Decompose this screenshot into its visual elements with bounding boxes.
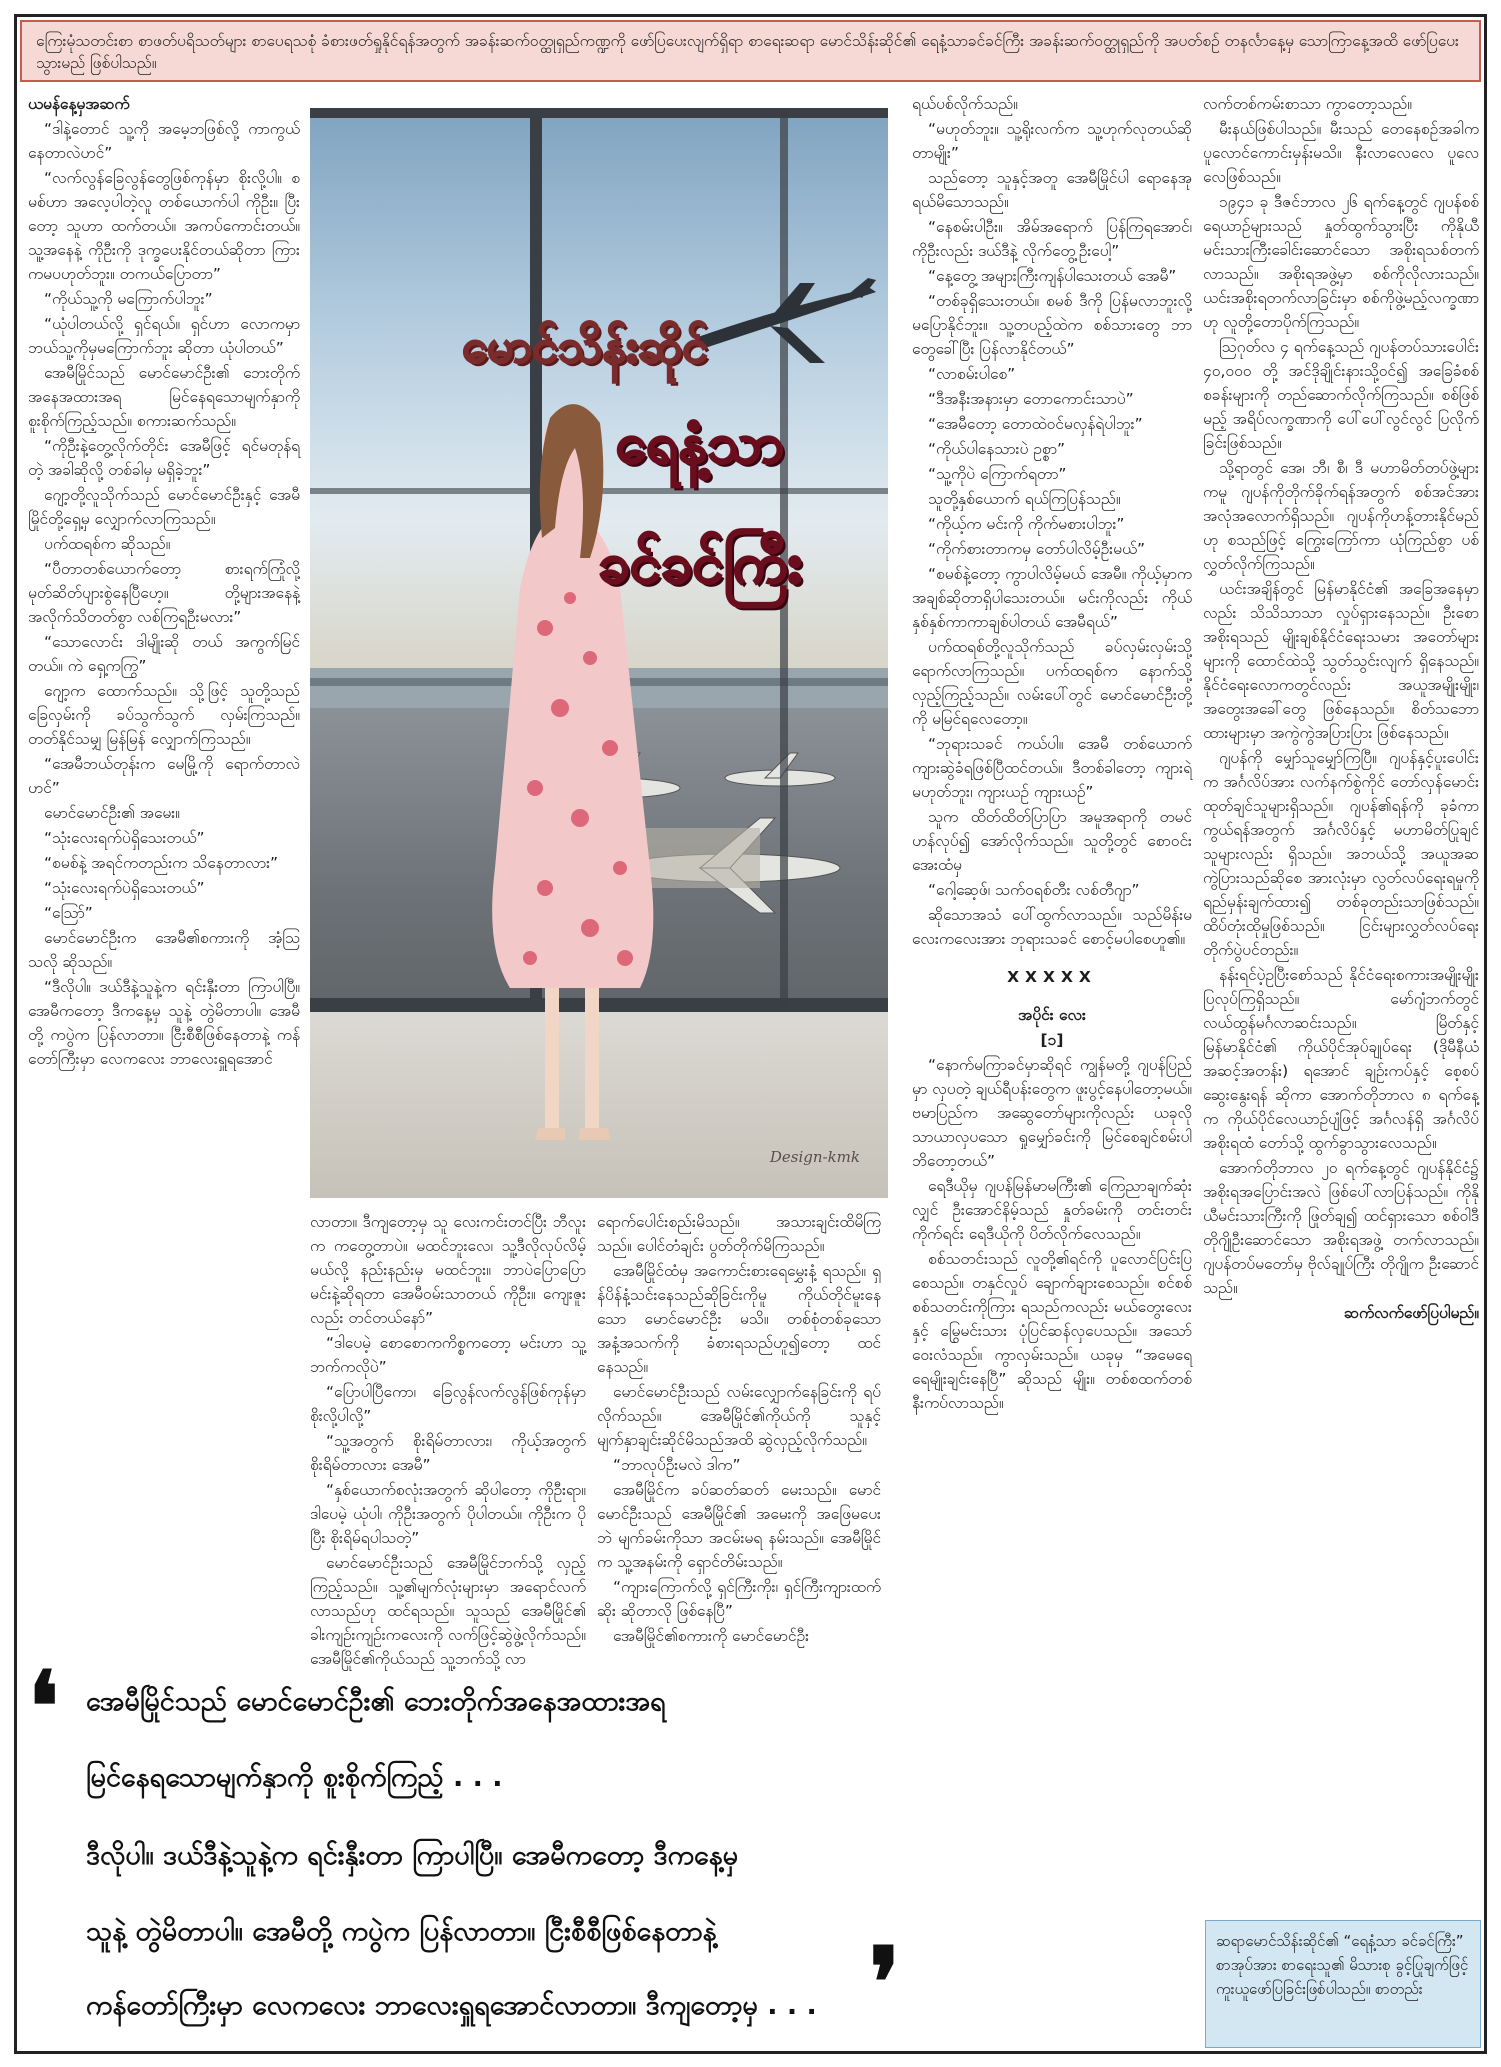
paragraph: “နှစ်ယောက်စလုံးအတွက် ဆိုပါတော့ ကိုဦးရာ။ ဒါပေမဲ့ ယုံပါ၊ ကိုဦးအတွက် ပိုပါတယ်။ ကိုဦးက ပိုပြီး စိုးရိမ်ရပါသတဲ့” [310,1481,586,1547]
paragraph: “ပီတာတစ်ယောက်တော့ စားရက်ကြုံလို့ မုတ်ဆိတ်ပျားစွဲနေပြီဟေ့။ တို့များအနေနဲ့ အလိုက်သိတတ်စွာ လစ်ကြရဦးမလား” [28,560,300,626]
article-column-1 [28,92,300,1652]
paragraph: ရောက်ပေါင်းစည်းမိသည်။ အသားချင်းထိမိကြသည်။ ပေါင်တံချင်း ပွတ်တိုက်မိကြသည်။ [597,1213,881,1255]
paragraph: “ဒီအနီးအနားမှာ တောကောင်းသာပဲ” [928,390,1134,408]
paragraph: “ဩော်” [44,904,93,922]
paragraph: ပက်ထရစ်တို့လူသိုက်သည် ခပ်လှမ်းလှမ်းသို့ ရောက်လာကြသည်။ ပက်ထရစ်က နောက်သို့ လှည့်ကြည့်သည်။ လမ်းပေါ်တွင် မောင်မောင်ဦးတို့ကို မမြင်ရလေတော့။ [912,638,1192,728]
paragraph: “တစ်ခုရှိသေးတယ်။ စမစ် ဒီကို ပြန်မလာဘူးလို့ မပြောနိုင်ဘူး။ သူ့တပည့်ထဲက စစ်သားတွေ ဘာတွေခေါ်ပြီး ပြန်လာနိုင်တယ်” [912,292,1192,358]
paragraph: အေမီမြိုင်သည် မောင်မောင်ဦး၏ ဘေးတိုက်အနေအထားအရ မြင်နေရသောမျက်နှာကို စူးစိုက်ကြည့်သည်။ စကားဆက်သည်။ [28,364,300,430]
woman-figure-illustration [450,388,690,1168]
paragraph: အေမီမြိုင်က ခပ်ဆတ်ဆတ် မေးသည်။ မောင်မောင်ဦးသည် အေမီမြိုင်၏ အမေးကို အဖြေမပေးဘဲ မျက်ခမ်းကိုသာ အငမ်းမရ နမ်းသည်။ အေမီမြိုင်က သူ့အနမ်းကို ရှောင်တိမ်းသည်။ [597,1481,881,1571]
quote-line: ဒီလိုပါ။ ဒယ်ဒီနဲ့သူနဲ့က ရင်းနှီးတာ ကြာပါပြီ။ အေမီကတော့ ဒီကနေ့မှ [86,1840,739,1871]
article-column-2 [310,1210,586,1668]
paragraph: “နေ့တွေ့ အများကြီးကျန်ပါသေးတယ် အေမီ” [928,267,1177,285]
paragraph: သည်တော့ သူနှင့်အတူ အေမီမြိုင်ပါ ရောနေအုရယ်မိသောသည်။ [912,169,1192,211]
paragraph: “ဒီလိုပါ။ ဒယ်ဒီနဲ့သူနဲ့က ရင်းနှီးတာ ကြာပါပြီ။ အေမီကတော့ ဒီကနေ့မှ သူနဲ့ တွဲမိတာပါ။ အေမီတို့ ကပွဲက ပြန်လာတာ။ ငြီးစီစီဖြစ်နေတာနဲ့ ကန်တော်ကြီးမှာ လေကလေး ဘာလေးရှူရအောင် [28,978,300,1068]
article-column-5 [1203,92,1479,1912]
paragraph: “သောလောင်း ဒါမျိုးဆို တယ် အကွက်မြင်တယ်။ ကဲ ရှေ့ကကြွ” [28,633,300,675]
paragraph: “အေမီတော့ တောထဲဝင်မလှန်ရဲပါဘူး” [928,415,1143,433]
paragraph: “ကိုယ်ပါနေသားပဲ ဥစ္စာ” [928,440,1065,458]
paragraph: “လက်လွန်ခြေလွန်တွေဖြစ်ကုန်မှာ စိုးလို့ပါ။ စမစ်ဟာ အလေ့ပါတဲ့လူ တစ်ယောက်ပါ ကိုဦး။ ပြီးတော့ သူဟာ ထက်တယ်။ အကပ်ကောင်းတယ်။ သူ့အနေနဲ့ ကိုဦးကို ဒုက္ခပေးနိုင်တယ်ဆိုတာ ကြားကမပဟုတ်ဘူး။ တကယ်ပြောတာ” [28,169,300,283]
paragraph: “ဘုရားသခင် ကယ်ပါ။ အေမီ တစ်ယောက် ကျားဆွဲခံရဖြစ်ပြီထင်တယ်။ ဒီတစ်ခါတော့ ကျားရဲမဟုတ်ဘူး၊ ကျားယဉ် ကျားယဉ်” [912,735,1192,801]
continued-label: ယမန်နေ့မှအဆက် [28,95,130,113]
paragraph: အေမီမြိုင်၏စကားကို မောင်မောင်ဦး [613,1627,810,1645]
paragraph: ဩဂုတ်လ ၄ ရက်နေ့သည် ဂျပန်တပ်သားပေါင်း ၄၀,၀၀၀ တို့ အင်ဒိုချိုင်းနားသို့ဝင်၍ အခြေခံစစ်စခန်းများကို တည်ဆောက်လိုက်ကြသည်။ စစ်ဖြစ်မည့် အရိပ်လက္ခဏာကို ပေါ်ပေါ်လွင်လွင် ပြလိုက်ခြင်းဖြစ်သည်။ [1203,338,1479,452]
paragraph: “ကိုဦးနဲ့တွေ့လိုက်တိုင်း အေမီဖြင့် ရင်မတုန်ရတဲ့ အခါဆိုလို့ တစ်ခါမှ မရှိခဲ့ဘူး” [28,437,300,479]
paragraph: ရယ်ပစ်လိုက်သည်။ [912,95,1018,113]
paragraph: “နေစမ်းပါဦး။ အိမ်အရောက် ပြန်ကြရအောင်၊ ကိုဦးလည်း ဒယ်ဒီနဲ့ လိုက်တွေ့ဦးပေါ့” [912,218,1192,260]
paragraph: “ကျားကြောက်လို့ ရှင်ကြီးကိုး၊ ရှင်ကြီးကျားထက်ဆိုး ဆိုတာလို ဖြစ်နေပြီ” [597,1578,881,1620]
editor-note: ဆရာမောင်သိန်းဆိုင်၏ “ရေနံ့သာ ခင်ခင်ကြီး” စာအုပ်အား စာရေးသူ၏ မိသားစု ခွင့်ပြုချက်ဖြင့် ကူးယူဖော်ပြခြင်းဖြစ်ပါသည်။ စာတည်း [1205,1920,1481,2048]
paragraph: “လာစမ်းပါစေ” [928,365,1016,383]
paragraph: သို့ရာတွင် အေ၊ ဘီ၊ စီ၊ ဒီ မဟာမိတ်တပ်ဖွဲ့များကမူ ဂျပန်ကိုတိုက်ခိုက်ရန်အတွက် စစ်အင်အားအလုံအလောက်ရှိသည်။ ဂျပန်ကိုဟန့်တားနိုင်မည်ဟု စသည်ဖြင့် ကြွေးကြော်ကာ ယုံကြည်စွာ ပစ်လွှတ်လိုက်ကြသည်။ [1203,459,1479,573]
quote-line: အေမီမြိုင်သည် မောင်မောင်ဦး၏ ဘေးတိုက်အနေအထားအရ [86,1686,666,1717]
paragraph: လာတာ။ ဒီကျတော့မှ သူ လေးကင်းတင်ပြီး ဘီလူးက ကတွေ့တာပဲ။ မထင်ဘူးလေ၊ သူ့ဒီလိုလုပ်လိမ့်မယ်လို့ နည်းနည်းမှ မထင်ဘူး။ ဘာပဲပြောပြော မင်းနဲ့ဆိုရတာ အေမီဝမ်းသာတယ် ကိုဦး။ ကျေးဇူးလည်း တင်တယ်နော်” [310,1213,586,1327]
paragraph: “ကိုက်စားတာကမှ တော်ပါလိမ့်ဦးမယ်” [928,540,1146,558]
paragraph: “ပြောပါပြီကော၊ ခြေလွန်လက်လွန်ဖြစ်ကုန်မှာစိုးလို့ပါလို့” [310,1383,586,1425]
paragraph: မောင်မောင်ဦး၏ အမေး။ [44,804,180,822]
paragraph: မောင်မောင်ဦးက အေမီ၏စကားကို အံ့ဩသလို ဆိုသည်။ [28,929,300,971]
paragraph: “ဒါပေမဲ့ စောစောကကိစ္စကတော့ မင်းဟာ သူ့ဘက်ကလိုပဲ” [310,1334,586,1376]
poster-author: မောင်သိန်းဆိုင် [462,319,708,373]
paragraph: ဂျော့က ထောက်သည်။ သို့ဖြင့် သူတို့သည် ခြေလှမ်းကို ခပ်သွက်သွက် လှမ်းကြသည်။ တတ်နိုင်သမျှ မြန်မြန် လျှောက်ကြသည်။ [28,682,300,748]
section-heading: အပိုင်း လေး [1018,1006,1086,1024]
quote-line: ကန်တော်ကြီးမှာ လေကလေး ဘာလေးရှူရအောင်လာတာ။ ဒီကျတော့မှ . . . [86,1990,817,2021]
paragraph: နန်းရင်ပဲ့ဥပြီးစော်သည် နိုင်ငံရေးစကားအမျိုးမျိုး ပြလုပ်ကြရှိသည်။ မော်ဂျံဘက်တွင် လယ်ထွန်မင်္ဂလာဆင်းသည်။ မြိတ်နှင့် မြန်မာနိုင်ငံ၏ ကိုယ်ပိုင်အုပ်ချုပ်ရေး (ဒိုမီနီယံ အဆင့်အတန်း) ရအောင် ချဉ်းကပ်နှင့် စေ့စပ်ဆွေးနွေးရန် ဆိုကာ အောက်တိုဘာလ ၈ ရက်နေ့က ကိုယ်ပိုင်လေယာဉ်ပျံဖြင့် အင်္ဂလန်ရှိ အင်္ဂလိပ်အစိုးရထံ တော်သို့ ထွက်ခွာသွားလေသည်။ [1203,966,1479,1152]
paragraph: မောင်မောင်ဦးသည် လမ်းလျှောက်နေခြင်းကို ရပ်လိုက်သည်။ အေမီမြိုင်၏ကိုယ်ကို သူနှင့် မျက်နှာချင်းဆိုင်မိသည်အထိ ဆွဲလှည့်လိုက်သည်။ [597,1383,881,1449]
paragraph: “နောက်မကြာခင်မှာဆိုရင် ကျွန်မတို့ ဂျပန်ပြည်မှာ လှပတဲ့ ချယ်ရီပန်းတွေက ဖူးပွင့်နေပါတော့မယ်။ ဗမာပြည်က အဆွေတော်များကိုလည်း ယခုလိုသာယာလှပသော ရှုမျှော်ခင်းကို မြင်စေချင်စမ်းပါဘိတော့တယ်” [912,1056,1192,1170]
quote-line: မြင်နေရသောမျက်နှာကို စူးစိုက်ကြည့် . . . [86,1762,503,1793]
paragraph: “ဒါနဲ့တောင် သူ့ကို အမေ့ဘဖြစ်လို့ ကာကွယ်နေတာလဲဟင်” [28,120,300,162]
section-break: XXXXX [1007,968,1097,986]
paragraph: ဆိုသောအသံ ပေါ်ထွက်လာသည်။ သည်မိန်းမလေးကလေးအား ဘုရားသခင် စောင့်မပါစေဟူ၏။ [912,906,1192,948]
close-quote-icon: ❜ [869,1926,900,2039]
paragraph: “ကိုယ်သူ့ကို မကြောက်ပါဘူး” [44,290,213,308]
paragraph: သူက ထိတ်ထိတ်ပြာပြာ အမူအရာကို တမင်ဟန်လုပ်၍ အော်လိုက်သည်။ သူတို့တွင် စောဝင်းအေးထံမှ [912,808,1192,874]
paragraph: စစ်သတင်းသည် လူတို့၏ရင်ကို ပူလောင်ပြင်းပြစေသည်။ တနှင်လှုပ် ချောက်ချားစေသည်။ စင်စစ် စစ်သတင်းကိုကြား ရသည်ကလည်း မယ်တွေးလေးနှင့် မြွေမင်းသား ပုံပြင်ဆန်လှပေသည်။ အသော် ဝေးလံသည်။ ကွာလှမ်းသည်။ ယခုမှ “အမေရေ ရေမျိုးချင်းနေပြီ” ဆိုသည် မျိုး။ တစ်စထက်တစ် နီးကပ်လာသည်။ [912,1250,1192,1412]
paragraph: “စမစ်နဲ့တော့ ကွာပါလိမ့်မယ် အေမီ။ ကိုယ့်မှာက အချစ်ဆိုတာရှိပါသေးတယ်။ မင်းကိုလည်း ကိုယ် နှစ်နှစ်ကာကာချစ်ပါတယ် အေမီရယ်” [912,565,1192,631]
paragraph: “မဟုတ်ဘူး။ သူ့ရိုးလက်က သူ့ဟုက်လုတယ်ဆိုတာမျိုး” [912,120,1192,162]
paragraph: “သုံးလေးရက်ပဲရှိသေးတယ်” [44,879,205,897]
paragraph: “အေမီဘယ်တုန်းက မေမြို့ကို ရောက်တာလဲဟင်” [28,755,300,797]
poster-title-line1: ရေနံ့သာ [615,410,785,476]
open-quote-icon: ❛ [28,1650,59,1763]
paragraph: သူတို့နှစ်ယောက် ရယ်ကြပြန်သည်။ [928,490,1121,508]
paragraph: မောင်မောင်ဦးသည် အေမီမြိုင်ဘက်သို့ လှည့်ကြည့်သည်။ သူ့၏မျက်လုံးများမှာ အရောင်လက်လာသည်ဟု ထင်ရသည်။ သူသည် အေမီမြိုင်၏ ခါးကျဉ်းကျဉ်းကလေးကို လက်ဖြင့်ဆွဲဖွဲ့လိုက်သည်။ အေမီမြိုင်၏ကိုယ်သည် သူ့ဘက်သို့ လာ [310,1554,586,1668]
paragraph: “ယုံပါတယ်လို့ ရှင်ရယ်။ ရှင်ဟာ လောကမှာ ဘယ်သူ့ကိုမှမကြောက်ဘူး ဆိုတာ ယုံပါတယ်” [28,315,300,357]
window-frame [310,108,888,118]
paragraph: အေမီမြိုင်ထံမှ အကောင်းစားရေမွှေးနံ့ ရသည်။ ရှန်ပိန်နံ့သင်းနေသည်ဆိုခြင်းကိုမူ ကိုယ်တိုင်မူးနေသော မောင်မောင်ဦး မသိ။ တစ်စုံတစ်ခုသော အနံ့အသက်ကို ခံစားရသည်ဟူ၍တော့ ထင်နေသည်။ [597,1262,881,1376]
paragraph: “သူ့အတွက် စိုးရိမ်တာလား၊ ကိုယ့်အတွက် စိုးရိမ်တာလား အေမီ” [310,1432,586,1474]
paragraph: ရေဒီယိုမှ ဂျပန်မြန်မာမကြီး၏ ကြေညာချက်ဆုံးလျှင် ဦးအောင်နိမ့်သည် နှုတ်ခမ်းကို တင်းတင်းကိုက်ရင်း ရေဒီယိုကို ပိတ်လိုက်လေသည်။ [912,1177,1192,1243]
poster-title-line2: ခင်ခင်ကြီး [598,530,802,596]
paragraph: ယင်းအချိန်တွင် မြန်မာနိုင်ငံ၏ အခြေအနေမှာလည်း သိသိသာသာ လှုပ်ရှားနေသည်။ ဦးစောအစိုးရသည် မျိုးချစ်နိုင်ငံရေးသမား အတော်များများကို ထောင်ထဲသို့ သွတ်သွင်းလျက် ရှိနေသည်။ နိုင်ငံရေးလောကတွင်လည်း အယူအမျိုးမျိုး၊ အတွေးအခေါ်တွေ ဖြစ်နေသည်။ စိတ်သဘောထားများမှာ အကွဲကွဲအပြားပြား ဖြစ်နေသည်။ [1203,580,1479,742]
paragraph: လက်တစ်ကမ်းစာသာ ကွာတော့သည်။ [1203,95,1412,113]
poster-image [310,108,888,1198]
paragraph: “သူ့ကိုပဲ ကြောက်ရတာ” [928,465,1067,483]
paragraph: ဂျပန်ကို မျှော်သူမျှော်ကြပြီ။ ဂျပန်နှင့်ပူးပေါင်းက အင်္ဂလိပ်အား လက်နက်စွဲကိုင် တော်လှန်မောင်းထုတ်ချင်သူများရှိသည်။ ဂျပန်၏ရန်ကို ခုခံကာကွယ်ရန်အတွက် အင်္ဂလိပ်နှင့် မဟာမိတ်ပြုချင်သူများလည်း ရှိသည်။ အဘယ်သို့ အယူအဆကွဲပြားသည်ဆိုစေ အားလုံးမှာ လွတ်လပ်ရေးရမှုကို ရည်မှန်းချက်ထား၍ တစ်ခုတည်းသာဖြစ်သည်။ ထိပ်တုံးထိုမှုဖြစ်သည်။ ငြင်းများလွှတ်လပ်ရေးတိုက်ပွဲပင်တည်း။ [1203,749,1479,959]
paragraph: ၁၉၄၁ ခု ဒီဇင်ဘာလ ၂၆ ရက်နေ့တွင် ဂျပန်စစ်ရေယာဉ်များသည် နှုတ်ထွက်သွားပြီး ကိုနိုယီမင်းသားကြီးခေါင်းဆောင်သော အစိုးရသစ်တက်လာသည်။ အစိုးရအဖွဲ့မှာ စစ်ကိုလိုလားသည်။ ယင်းအစိုးရတက်လာခြင်းမှာ စစ်ကိုဖွဲ့မည့်လက္ခဏာဟု လူတို့တောပိုက်ကြသည်။ [1203,193,1479,331]
design-credit: Design-kmk [769,1148,860,1166]
article-column-3 [597,1210,881,1655]
section-number: [၁] [1040,1031,1064,1049]
paragraph: မီးနယ်ဖြစ်ပါသည်။ မီးသည် တေနေစဉ်အခါက ပူလောင်ကောင်းမှန်းမသိ။ နီးလာလေလေ ပူလေလေဖြစ်သည်။ [1203,120,1479,186]
to-be-continued: ဆက်လက်ဖော်ပြပါမည်။ [1344,1304,1479,1322]
intro-banner: ကြေးမုံသတင်းစာ စာဖတ်ပရိသတ်များ စာပေရသစုံ ခံစားဖတ်ရှုနိုင်ရန်အတွက် အခန်းဆက်ဝတ္ထုရှည်ကဏ္ဍကို ဖော်ပြပေးလျက်ရှိရာ စာရေးဆရာ မောင်သိန်းဆိုင်၏ ရေနံ့သာခင်ခင်ကြီး အခန်းဆက်ဝတ္ထုရှည်ကို အပတ်စဉ် တနင်္လာနေ့မှ သောကြာနေ့အထိ ဖော်ပြပေးသွားမည် ဖြစ်ပါသည်။ [20,20,1481,82]
paragraph: “ဘာလုပ်ဦးမလဲ ဒါက” [613,1456,741,1474]
paragraph: ဂျော့တို့လူသိုက်သည် မောင်မောင်ဦးနှင့် အေမီမြိုင်တို့ရှေ့မှ လျှောက်လာကြသည်။ [28,486,300,528]
paragraph: ပက်ထရစ်က ဆိုသည်။ [44,535,171,553]
paragraph: “ဂေါ့ဆေ့ဖ်၊ သက်ဝရစ်တီး လစ်တီဂျာ” [928,881,1140,899]
pull-quote [28,1650,900,2045]
article-column-4 [912,92,1192,2042]
paragraph: “သုံးလေးရက်ပဲရှိသေးတယ်” [44,829,205,847]
paragraph: “စမစ်နဲ့ အရင်ကတည်းက သိနေတာလား” [44,854,279,872]
quote-line: သူနဲ့ တွဲမိတာပါ။ အေမီတို့ ကပွဲက ပြန်လာတာ။ ငြီးစီစီဖြစ်နေတာနဲ့ [86,1916,717,1947]
paragraph: အောက်တိုဘာလ ၂၀ ရက်နေ့တွင် ဂျပန်နိုင်ငံ၌ အစိုးရအပြောင်းအလဲ ဖြစ်ပေါ်လာပြန်သည်။ ကိုနိုယီမင်းသားကြီးကို ဖြုတ်ချ၍ ထင်ရှားသော စစ်ဝါဒီ တိုဂျိုဦးဆောင်သော အစိုးရအဖွဲ့ တက်လာသည်။ ဂျပန်တပ်မတော်မှ ဗိုလ်ချုပ်ကြီး တိုဂျိုက ဦးဆောင်သည်။ [1203,1159,1479,1297]
paragraph: “ကိုယ့်က မင်းကို ကိုက်မစားပါဘူး” [928,515,1125,533]
